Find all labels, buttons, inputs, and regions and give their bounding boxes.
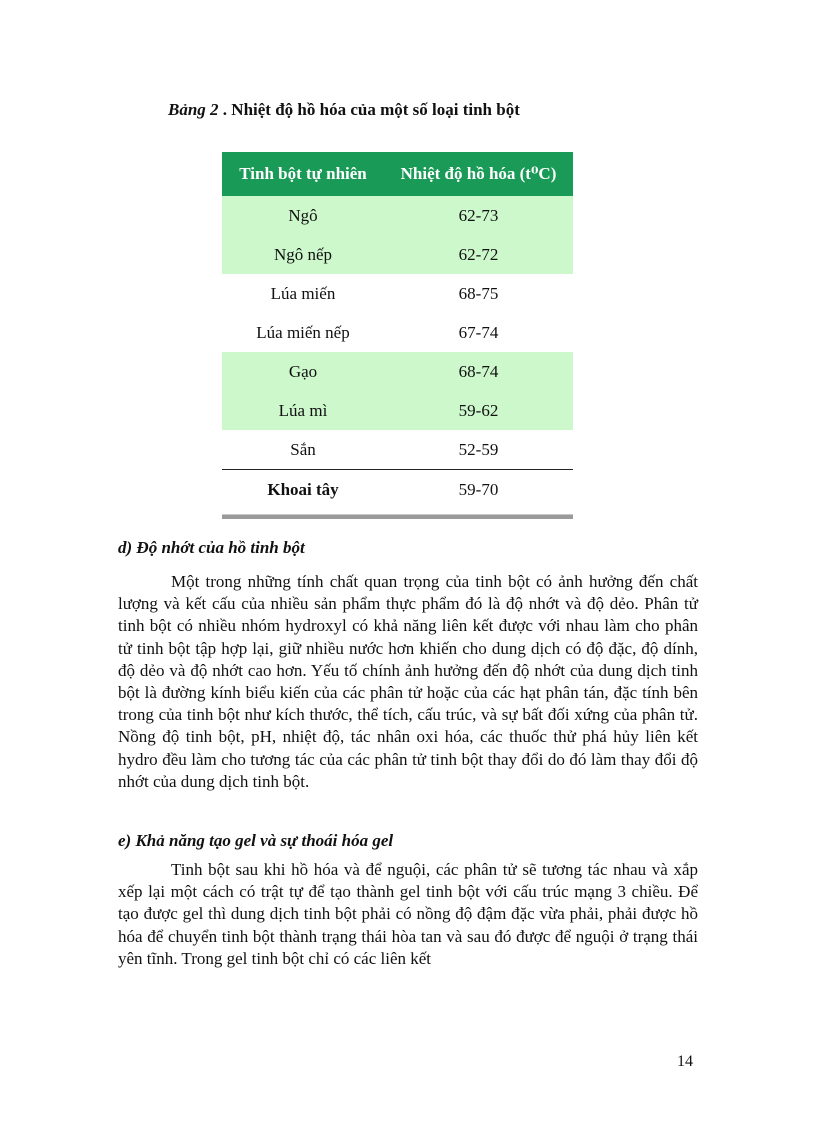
starch-name-cell: Ngô nếp bbox=[222, 235, 384, 274]
starch-name-cell: Gạo bbox=[222, 352, 384, 391]
table-caption-label: Bảng 2 bbox=[168, 100, 219, 119]
table-bottom-rule bbox=[222, 514, 573, 519]
temperature-cell: 62-73 bbox=[384, 196, 573, 235]
table-row bbox=[222, 430, 573, 470]
paragraph-gel: Tinh bột sau khi hồ hóa và để nguội, các phân tử sẽ tương tác nhau và xắp xếp lại một cách có trật tự để tạo thành gel tinh bột với cấu trúc mạng 3 chiều. Để tạo được gel thì dung dịch tinh bột phải có nồng độ đậm đặc vừa phải, phải được hồ hóa để chuyển tinh bột thành trạng thái hòa tan và sau đó được để nguội ở trạng thái yên tĩnh. Trong gel tinh bột chỉ có các liên kết bbox=[118, 860, 698, 968]
table-row bbox=[222, 313, 573, 352]
temperature-cell: 52-59 bbox=[384, 430, 573, 470]
table-row bbox=[222, 391, 573, 430]
starch-name-cell: Lúa mì bbox=[222, 391, 384, 430]
temperature-cell: 67-74 bbox=[384, 313, 573, 352]
starch-name-cell: Ngô bbox=[222, 196, 384, 235]
data-table bbox=[222, 152, 573, 510]
temperature-cell: 62-72 bbox=[384, 235, 573, 274]
column-header-temperature: Nhiệt độ hồ hóa (t⁰C) bbox=[384, 152, 573, 196]
temperature-cell: 59-70 bbox=[384, 470, 573, 511]
paragraph-viscosity: Một trong những tính chất quan trọng của tinh bột có ảnh hưởng đến chất lượng và kết cấu của nhiều sản phẩm thực phẩm đó là độ nhớt và độ dẻo. Phân tử tinh bột có nhiều nhóm hydroxyl có khả năng liên kết được với nhau làm cho phân tử tinh bột tập hợp lại, giữ nhiều nước hơn khiến cho dung dịch có độ đặc, độ dính, độ dẻo và độ nhớt cao hơn. Yếu tố chính ảnh hưởng đến độ nhớt của dung dịch tinh bột là đường kính biểu kiến của các phân tử hoặc của các hạt phân tán, đặc tính bên trong của tinh bột như kích thước, thể tích, cấu trúc, và sự bất đối xứng của phân tử. Nồng độ tinh bột, pH, nhiệt độ, tác nhân oxi hóa, các thuốc thử phá hủy liên kết hydro đều làm cho tương tác của các phân tử tinh bột thay đổi do đó làm thay đổi độ nhớt của dung dịch tinh bột. bbox=[118, 572, 698, 791]
table-row bbox=[222, 196, 573, 235]
table-row bbox=[222, 470, 573, 511]
column-header-starch: Tinh bột tự nhiên bbox=[222, 152, 384, 196]
table-row bbox=[222, 235, 573, 274]
section-heading-viscosity: d) Độ nhớt của hồ tinh bột bbox=[118, 538, 305, 557]
temperature-cell: 68-74 bbox=[384, 352, 573, 391]
table-row bbox=[222, 274, 573, 313]
table-caption-text: . Nhiệt độ hồ hóa của một số loại tinh bột bbox=[222, 100, 520, 119]
starch-name-cell: Lúa miến bbox=[222, 274, 384, 313]
table-header-row bbox=[222, 152, 573, 196]
starch-name-cell: Khoai tây bbox=[222, 470, 384, 511]
page-number: 14 bbox=[677, 1053, 693, 1070]
starch-name-cell: Sắn bbox=[222, 430, 384, 470]
gelatinization-table bbox=[222, 152, 573, 519]
temperature-cell: 59-62 bbox=[384, 391, 573, 430]
temperature-cell: 68-75 bbox=[384, 274, 573, 313]
table-row bbox=[222, 352, 573, 391]
starch-name-cell: Lúa miến nếp bbox=[222, 313, 384, 352]
section-heading-gel: e) Khả năng tạo gel và sự thoái hóa gel bbox=[118, 831, 394, 850]
table-caption bbox=[168, 100, 520, 120]
